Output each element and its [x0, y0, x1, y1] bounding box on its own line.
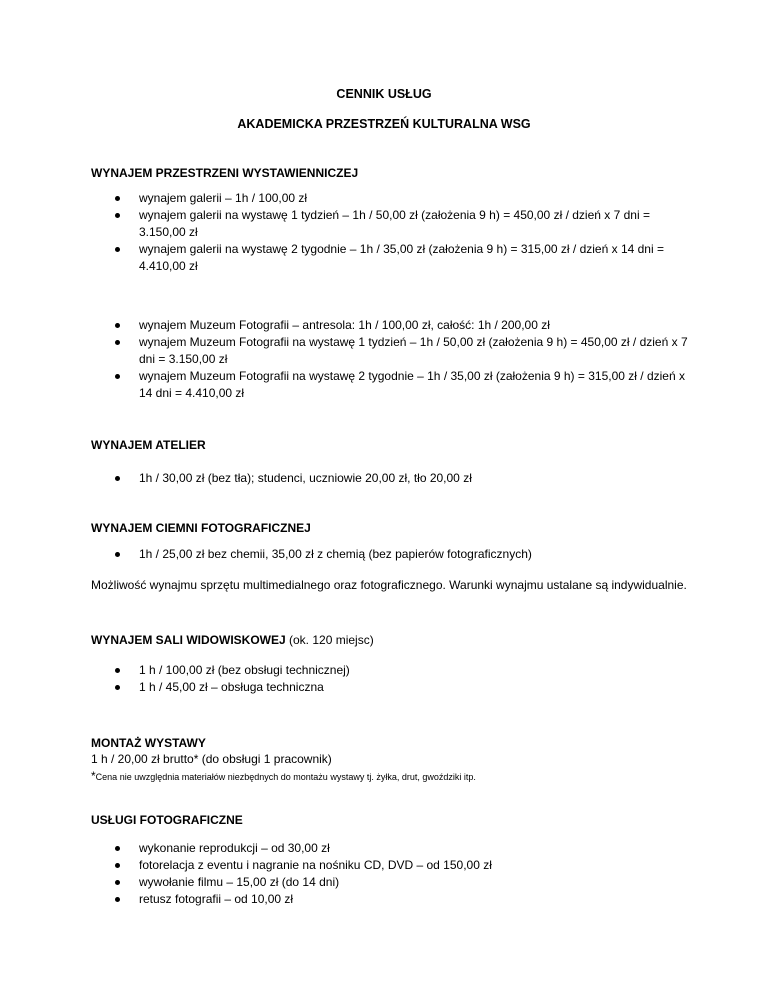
bullet-icon [115, 668, 120, 673]
list-item: wynajem Muzeum Fotografii na wystawę 1 tydzień – 1h / 50,00 zł (założenia 9 h) = 450,00 zł / dzień x 7 dni = 3.150,00 zł [91, 334, 691, 368]
list-item: wynajem galerii na wystawę 2 tygodnie – 1h / 35,00 zł (założenia 9 h) = 315,00 zł / dzień x 14 dni = 4.410,00 zł [91, 241, 691, 275]
list-item: 1 h / 45,00 zł – obsługa techniczna [91, 679, 691, 696]
bullet-icon [115, 323, 120, 328]
list-ciemnia [91, 546, 691, 563]
heading-foto: USŁUGI FOTOGRAFICZNE [91, 813, 243, 827]
bullet-icon [115, 476, 120, 481]
bullet-icon [115, 685, 120, 690]
bullet-icon [115, 340, 120, 345]
bullet-icon [115, 374, 120, 379]
montaz-line: 1 h / 20,00 zł brutto* (do obsługi 1 pracownik) [91, 752, 332, 766]
bullet-icon [115, 196, 120, 201]
montaz-footnote [91, 768, 691, 786]
list-item: retusz fotografii – od 10,00 zł [91, 891, 691, 908]
heading-sala: WYNAJEM SALI WIDOWISKOWEJ (ok. 120 miejsc) [91, 633, 374, 647]
bullet-icon [115, 247, 120, 252]
footnote-text: Cena nie uwzględnia materiałów niezbędnych do montażu wystawy tj. żyłka, drut, gwoździki itp. [95, 772, 476, 782]
list-item: wykonanie reprodukcji – od 30,00 zł [91, 840, 691, 857]
heading-montaz: MONTAŻ WYSTAWY [91, 736, 206, 750]
list-wystawiennicza-galeria [91, 190, 691, 275]
heading-ciemnia: WYNAJEM CIEMNI FOTOGRAFICZNEJ [91, 521, 311, 535]
ciemnia-note: Możliwość wynajmu sprzętu multimedialnego oraz fotograficznego. Warunki wynajmu ustalane są indywidualnie. [91, 578, 687, 592]
list-item: wynajem Muzeum Fotografii na wystawę 2 tygodnie – 1h / 35,00 zł (założenia 9 h) = 315,00 zł / dzień x 14 dni = 4.410,00 zł [91, 368, 691, 402]
document-title: CENNIK USŁUG [336, 87, 432, 101]
list-atelier [91, 470, 691, 487]
list-item: wynajem galerii – 1h / 100,00 zł [91, 190, 691, 207]
list-item: wynajem Muzeum Fotografii – antresola: 1h / 100,00 zł, całość: 1h / 200,00 zł [91, 317, 691, 334]
document-subtitle: AKADEMICKA PRZESTRZEŃ KULTURALNA WSG [237, 117, 531, 131]
heading-wystawiennicza: WYNAJEM PRZESTRZENI WYSTAWIENNICZEJ [91, 166, 359, 180]
list-foto [91, 840, 691, 908]
list-item: 1 h / 100,00 zł (bez obsługi technicznej) [91, 662, 691, 679]
list-sala [91, 662, 691, 696]
heading-sala-extra: (ok. 120 miejsc) [285, 633, 374, 647]
heading-atelier: WYNAJEM ATELIER [91, 438, 206, 452]
list-item: fotorelacja z eventu i nagranie na nośniku CD, DVD – od 150,00 zł [91, 857, 691, 874]
bullet-icon [115, 552, 120, 557]
bullet-icon [115, 846, 120, 851]
list-item: wywołanie filmu – 15,00 zł (do 14 dni) [91, 874, 691, 891]
list-item: 1h / 30,00 zł (bez tła); studenci, uczniowie 20,00 zł, tło 20,00 zł [91, 470, 691, 487]
list-wystawiennicza-muzeum [91, 317, 691, 402]
bullet-icon [115, 897, 120, 902]
footnote-mark: * [91, 769, 96, 783]
list-item: 1h / 25,00 zł bez chemii, 35,00 zł z chemią (bez papierów fotograficznych) [91, 546, 691, 563]
list-item: wynajem galerii na wystawę 1 tydzień – 1h / 50,00 zł (założenia 9 h) = 450,00 zł / dzień x 7 dni = 3.150,00 zł [91, 207, 691, 241]
bullet-icon [115, 880, 120, 885]
bullet-icon [115, 213, 120, 218]
bullet-icon [115, 863, 120, 868]
